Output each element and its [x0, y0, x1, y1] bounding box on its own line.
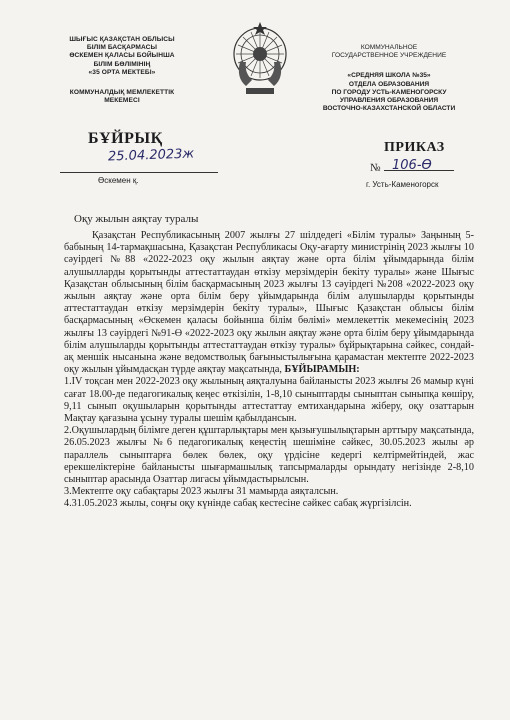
- header-right-top-line: ГОСУДАРСТВЕННОЕ УЧРЕЖДЕНИЕ: [331, 52, 447, 60]
- header-left-line: БІЛІМ БАСҚАРМАСЫ: [86, 44, 158, 52]
- order-body: [64, 230, 474, 511]
- header-left-kazakh: [38, 36, 206, 105]
- header-right-line: «СРЕДНЯЯ ШКОЛА №35»: [347, 72, 431, 80]
- handwritten-number: 106-Ө: [392, 158, 432, 173]
- order-word: БҰЙЫРАМЫН:: [284, 364, 360, 376]
- header-right-line: ВОСТОЧНО-КАЗАХСТАНСКОЙ ОБЛАСТИ: [322, 105, 456, 113]
- header-right-line: УПРАВЛЕНИЯ ОБРАЗОВАНИЯ: [339, 97, 439, 105]
- intro-text: Қазақстан Республикасының 2007 жылғы 27 шілдедегі «Білім туралы» Заңының 5-бабының 14-тармақшасына, Қазақстан Республикасы Оқу-ағарту министрінің 2023 жылғы 10 сәуірдегі №88 «2022-2023 оқу жылын аяқтау және орта білім ұйымдарында білім алушылларды қорытынды аттестаттаудан өткізу мерзімдерін бекіту туралы» және Шығыс Қазақстан облысының білім басқармасының 2023 жылғы 13 сәуірдегі №208 «2022-2023 оқу жылын аяқтау және орта білім беру ұйымдарында білім алушыларды қорытынды аттестаттаудан өткізу мерзімдерін бекіту туралы», Шығыс Қазақстан облысы білім басқармасының «Өскемен қаласы бойынша білім бөлімі» мемлекеттік мекемесінің 2023 жылғы 13 сәуірдегі №91-Ө «2022-2023 оқу жылын аяқтау және орта білім беру ұйымдарында білім алушыларды қорытынды аттестаттаудан өткізу туралы» бұйрықтарына сәйкес, сондай-ақ меншік нысанына және ведомстволық бағыныстылығына қарамастан мектепте 2022-2023 оқу жылын ұйымдасқан түрде аяқтау мақсатында,: [64, 230, 474, 376]
- city-kazakh: Өскемен қ.: [98, 176, 139, 185]
- header-left-line: «35 ОРТА МЕКТЕБІ»: [88, 68, 156, 76]
- order-subject: Оқу жылын аяқтау туралы: [74, 213, 199, 225]
- order-item-3: 3.Мектепте оқу сабақтары 2023 жылғы 31 мамырда аяқталсын.: [64, 486, 339, 498]
- order-item-1: 1.IV тоқсан мен 2022-2023 оқу жылының аяқталуына байланысты 2023 жылғы 26 мамыр күні сағат 18.00-де педагогикалық кеңес өткізілін, 1-8,10 сыныптарды сыныптан сыныпқа көшіру, 9,11 сынып оқушыларын қорытынды аттестаттау емтихандарына жіберу, оқу озаттарын Мақтау қағазына ұсыну туралы шешім қабылдансын.: [64, 376, 474, 425]
- handwritten-date: 25.04.2023ж: [107, 146, 195, 165]
- intro-paragraph: [64, 230, 474, 376]
- header-right-line: ОТДЕЛА ОБРАЗОВАНИЯ: [348, 80, 430, 88]
- order-item-4: 4.31.05.2023 жылы, соңғы оқу күнінде сабақ кестесіне сәйкес сабақ жүргізілсін.: [64, 498, 412, 510]
- header-left-subline: КОММУНАЛДЫҚ МЕМЛЕКЕТТІК: [69, 89, 175, 97]
- header-right-russian: [300, 44, 478, 113]
- header-left-subline: МЕКЕМЕСІ: [104, 97, 140, 105]
- number-label: №: [370, 162, 381, 174]
- order-title-russian: ПРИКАЗ: [384, 140, 445, 155]
- header-left-line: ШЫҒЫС ҚАЗАҚСТАН ОБЛЫСЫ: [69, 36, 175, 43]
- order-title-kazakh: БҰЙРЫҚ: [88, 130, 163, 147]
- state-emblem-icon: [232, 22, 288, 102]
- city-russian: г. Усть-Каменогорск: [366, 180, 439, 189]
- header-right-top-line: КОММУНАЛЬНОЕ: [360, 44, 418, 51]
- header-right-line: ПО ГОРОДУ УСТЬ-КАМЕНОГОРСКУ: [331, 88, 447, 96]
- header-left-line: БІЛІМ БӨЛІМІНІҢ: [93, 60, 151, 68]
- header-left-line: ӨСКЕМЕН ҚАЛАСЫ БОЙЫНША: [69, 52, 175, 60]
- order-item-2: 2.Оқушылардың білімге деген құштарлықтары мен қызығушылықтарын арттыру мақсатында, 26.05.2023 жылғы №6 педагогикалық кеңестің шешіміне сәйкес, 30.05.2023 жылы әр параллель сыныптарға бөлек бөлек, оқу үрдісіне кедергі келтірмейтіндей, жас ерекшеліктеріне байланысты шығармашылық тапсырмаларды орындату негізінде 2-8,10 сыныптар арасында Озаттар лигасы ұйымдастырылсын.: [64, 425, 474, 486]
